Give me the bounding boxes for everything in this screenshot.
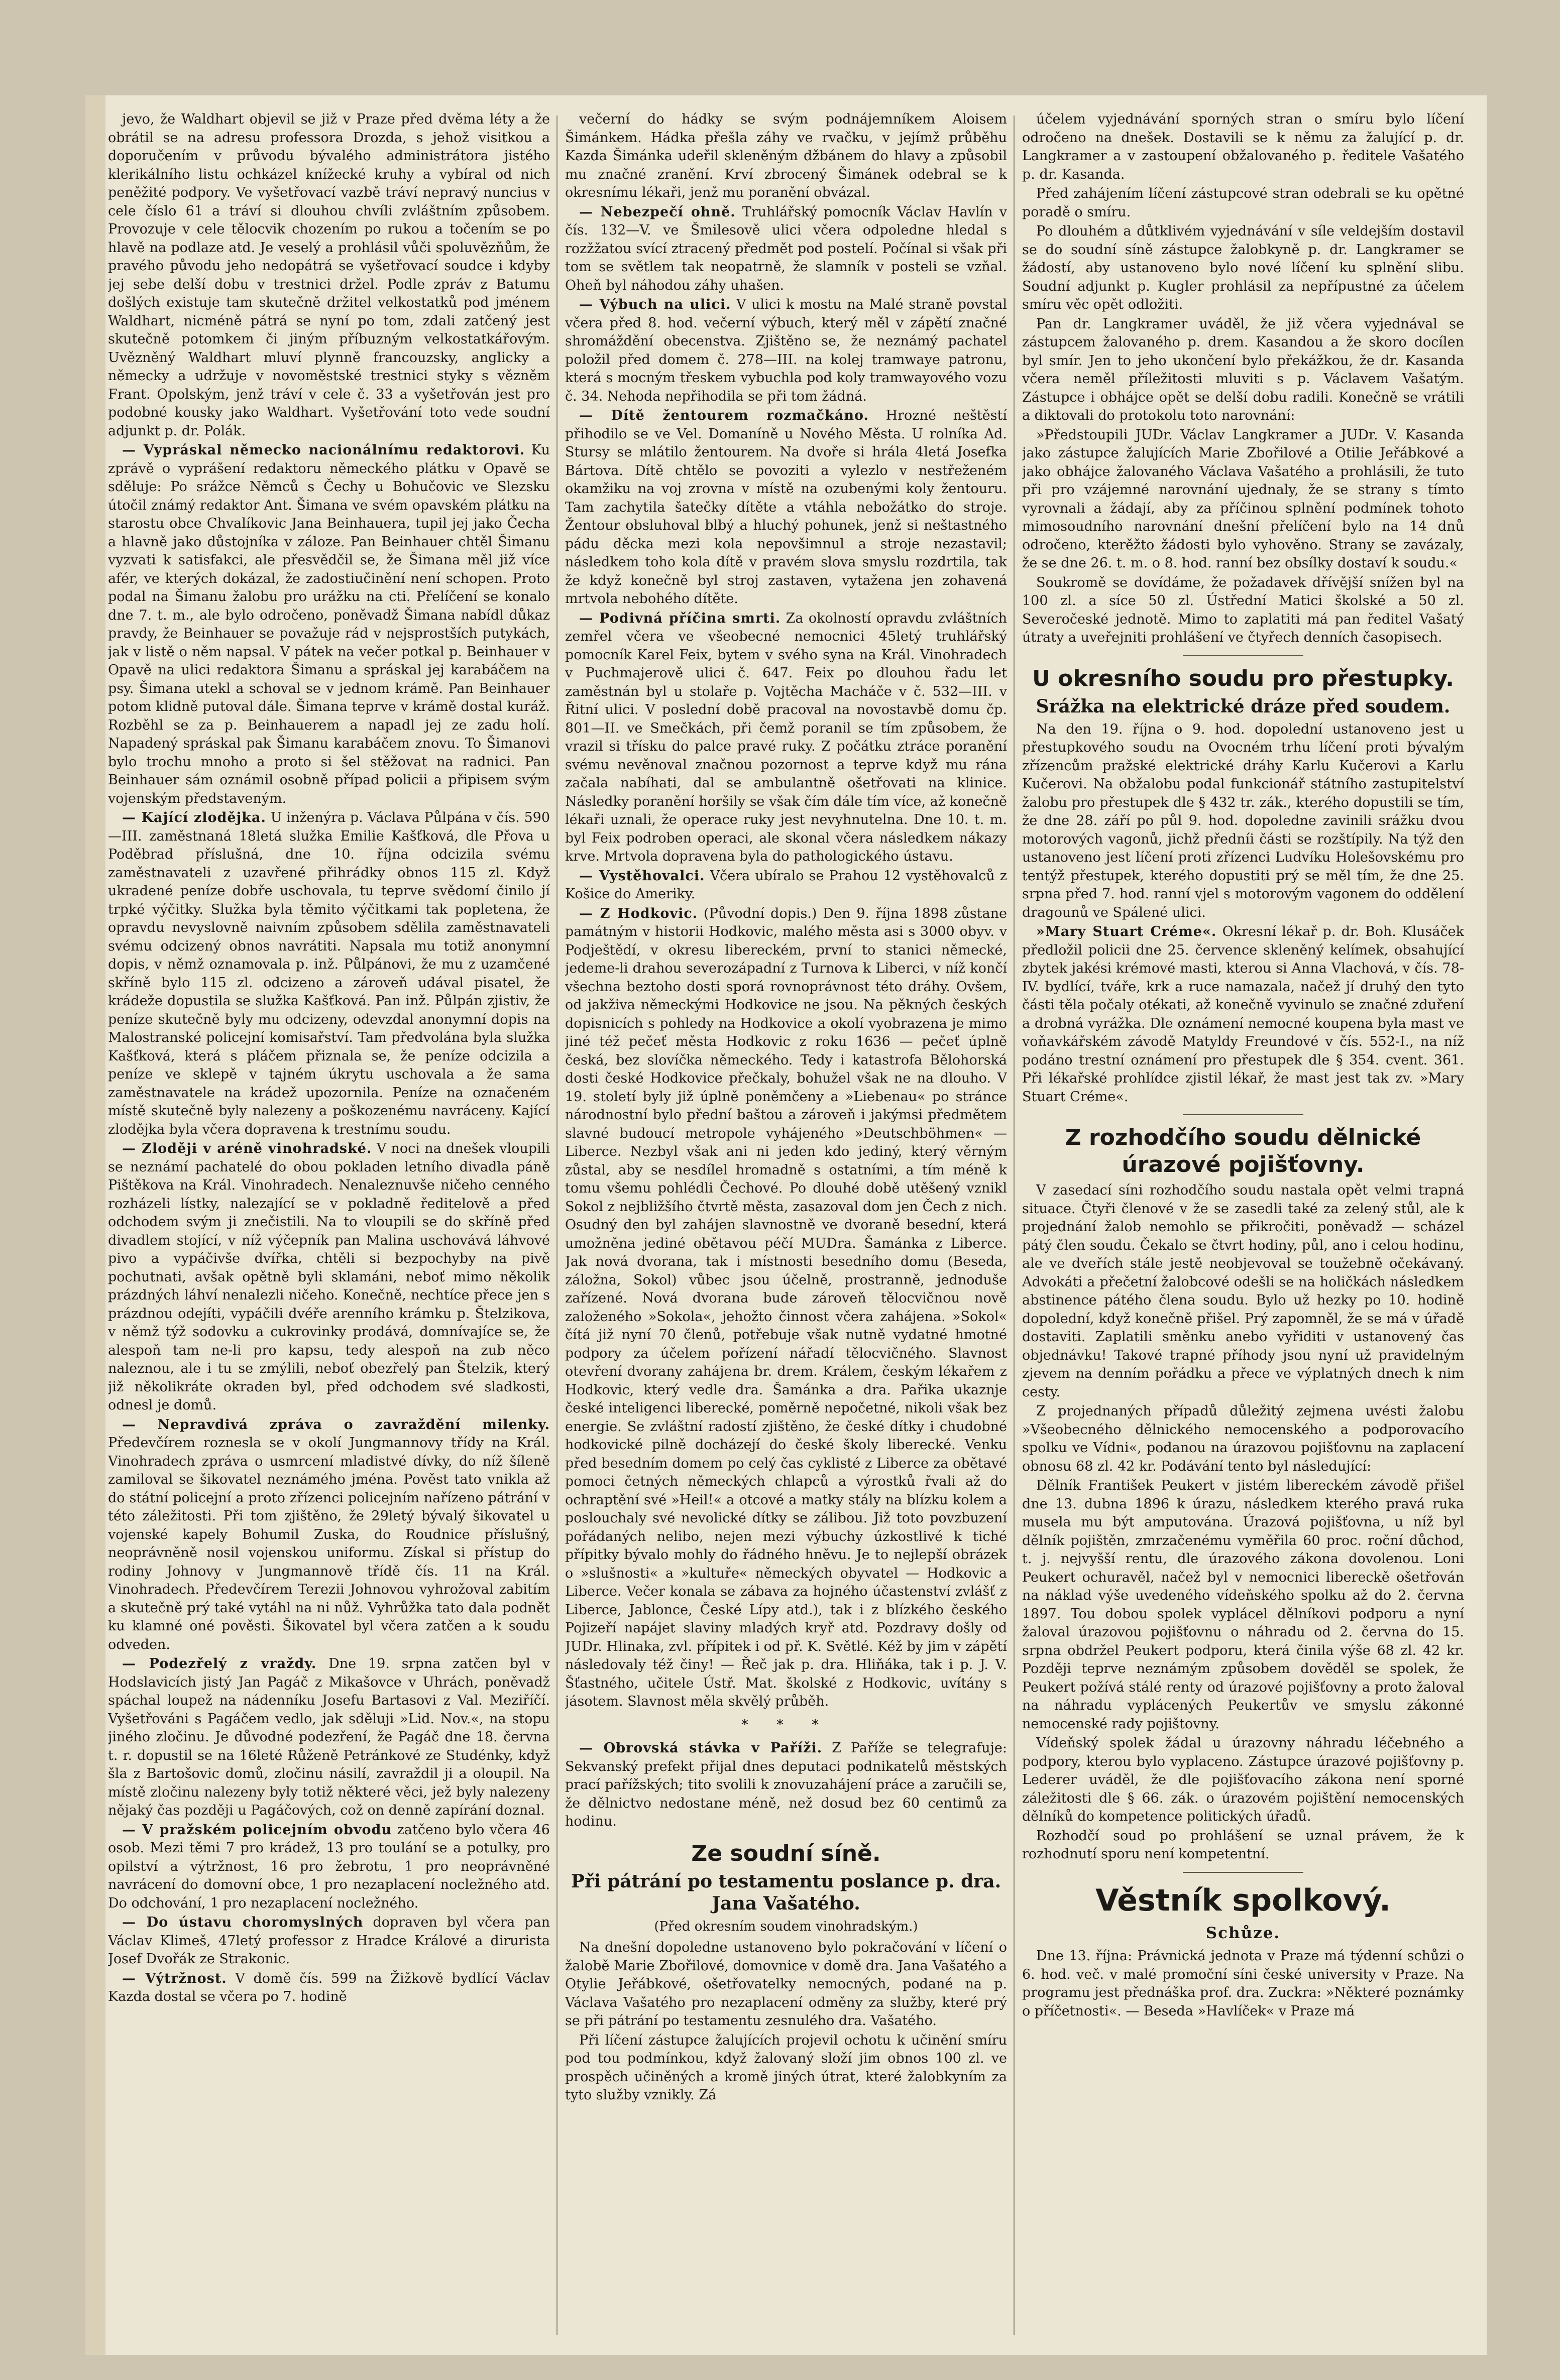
article-text: večerní do hádky se svým podnájemníkem Aloisem Šimánkem. Hádka přešla záhy ve rvačku, v jejímž průběhu Kazda Šimánka udeřil skleněným džbánem do hlavy a způsobil mu značné zranění. Krví zbrocený Šimánek odebral se k okresnímu lékaři, jenž mu poranění obvázal. [565,111,1007,200]
article-text: Hrozné neštěstí přihodilo se ve Vel. Domaníně u Nového Města. U rolníka Ad. Stursy se mlátilo žentourem. Na dvoře si hrála 4letá Josefka Bártova. Dítě chtělo se povoziti a vylezlo v nestřeženém okamžiku na voj zrovna v místě na ozubenými koly žentouru. Tam zachytila šatečky dítěte a vtáhla nebožátko do stroje. Žentour obsluhoval blbý a hluchý pohunek, jenž si neštastného pádu děcka mezi kola nepovšimnul a stroje nezastavil; následkem toho kola dítě v pravém slova smyslu rozdrtila, tak že když konečně byl stroj zastaven, vytažena jen zohavená mrtvola nebohého dítěte. [565,408,1007,607]
article-text: Předevčírem roznesla se v okolí Jungmannovy třídy na Král. Vinohradech zpráva o usmrcení mladistvé dívky, do níž šíleně zamiloval se šikovatel neznámého jména. Pověst tato vnikla až do státní policejní a proto zřízenci policejním nařízeno pátrání v této záležitosti. Při tom zjištěno, že 29letý bývalý šikovatel u vojenské kapely Bohumil Zuska, do Roudnice příslušný, neoprávněně nosil vojenskou uniformu. Získal si přístup do rodiny Johnovy v Jungmannově třídě čís. 11 na Král. Vinohradech. Předevčírem Terezii Johnovou vyhrožoval zabitím a skutečně prý také vytáhl na ni nůž. Vyhrůžka tato dala podnět ku klamné oné pověsti. Šikovatel byl včera zatčen a k soudu odveden. [108,1435,550,1652]
article-text: Dne 13. října: Právnická jednota v Praze má týdenní schůzi o 6. hod. več. v malé promoční síni české university v Praze. Na programu jest přednáška prof. dra. Zuckra: »Některé poznámky o příčetnosti«. — Beseda »Havlíček« v Praze má [1022,1948,1464,2019]
article-text: Vídeňský spolek žádal u úrazovny náhradu léčebného a podpory, kterou bylo vyplaceno. Zástupce úrazové pojišťovny p. Lederer uváděl, že dle pojišťovacího zákona není sporné záležitosti dle § 66. zák. o úrazovém pojištění nemocenských dělníků do kompetence politických úřadů. [1022,1735,1464,1824]
article-heading: — Podivná příčina smrti. [579,610,781,626]
column-3 [1022,110,1464,2340]
subsection-title: Schůze. [1205,1924,1281,1942]
article-paragraph [1022,1477,1464,1733]
article-paragraph [1022,721,1464,922]
article-paragraph [108,1821,550,1913]
article-paragraph [1022,1181,1464,1401]
article-text: V ulici k mostu na Malé straně povstal včera před 8. hod. večerní výbuch, který měl v zápětí značné shromáždění obecenstva. Zjištěno se, že neznámý pachatel položil před domem č. 278—III. na kolej tramwaye patronu, která s mocným třeskem vybuchla pod koly tramwayového vozu č. 34. Nehoda nepřihodila se při tom žádná. [565,297,1007,404]
article-text: Za okolností opravdu zvláštních zemřel včera ve všeobecné nemocnici 45letý truhlářský pomocník Karel Feix, bytem v svého syna na Král. Vinohradech v Puchmajerově ulici č. 647. Feix po dlouhou řadu let zaměstnán byl u stolaře p. Vojtěcha Macháče v č. 532—III. v Řitní ulici. V poslední době pracoval na novostavbě domu čp. 801—II. ve Smečkách, při čemž poranil se tím způsobem, že vrazil si třísku do palce pravé ruky. Z počátku ztráce poranění svému nevěnoval značnou pozornost a teprve když mu rána začala nabíhati, dal se ambulantně ošetřovati na klinice. Následky poranění horšily se však čím dále tím více, až konečně lékaři uznali, že operace ruky jest nevyhnutelna. Dne 10. t. m. byl Feix podroben operaci, ale skonal včera následkem nákazy krve. Mrtvola dopravena byla do pathologického ústavu. [565,610,1007,864]
article-heading: — Nebezpečí ohně. [579,204,736,220]
article-text: Při líčení zástupce žalujících projevil ochotu k učinění smíru pod tou podmínkou, když žalovaný složí jim obnos 100 zl. ve prospěch učiněných a kromě jiných útrat, které žalobkyním za tyto služby vznikly. Zá [565,2032,1007,2103]
page-edge-shadow [85,95,105,2355]
article-text: Pan dr. Langkramer uváděl, že již včera vyjednával se zástupcem žalovaného p. drem. Kasandou a že skoro docílen byl smír. Jen to jeho ukončení bylo překážkou, že dr. Kasanda včera neměl příležitosti mluviti s p. Václavem Vašatým. Zástupce i obhájce opět se delší dobu radili. Konečně se vrátili a diktovali do protokolu toto narovnání: [1022,316,1464,423]
article-text: účelem vyjednávání sporných stran o smíru bylo líčení odročeno na dnešek. Dostavili se k němu za žalující p. dr. Langkramer a v zastoupení obžalovaného p. ředitele Vašatého p. dr. Kasanda. [1022,111,1464,182]
article-heading: — Do ústavu choromyslných [122,1915,364,1930]
article-text: zatčeno bylo včera 46 osob. Mezi těmi 7 pro krádež, 13 pro toulání se a potulky, pro opilství a výtržnost, 16 pro žebrotu, 1 pro neoprávněné navrácení do domovní obce, 1 pro nezaplacení nocležného atd. Do odchování, 1 pro nezaplacení nocležného. [108,1822,550,1911]
article-paragraph [108,441,550,808]
article-title: Srážka na elektrické dráze před soudem. [1036,695,1451,717]
article-text: V noci na dnešek vloupili se neznámí pachatelé do obou pokladen letního divadla páně Pištěkova na Král. Vinohradech. Nenaleznuvše ničeho cenného rozházeli lístky, nalezající se v pokladně ředitelově a před odchodem svým ji znečistili. Na to vloupili se do skříně před divadlem stojící, v níž výčepník pan Malina uschovává láhvové pivo a vypáčivše dvířka, chtěli si bezpochyby na pivě pochutnati, avšak opětně byli sklamáni, neboť mimo několik prázdných láhví nenalezli ničeho. Konečně, nechtíce přece jen s prázdnou odejíti, vypáčili dvéře arenního krámku p. Štelzikova, v němž týž sodovku a cukrovinky prodává, domnívajíce se, že alespoň tam ne-li pro kapsu, tedy alespoň na zub něco naleznou, ale i tu se zmýlili, neboť obezřelý pan Štelzik, který již několikráte okraden byl, před odchodem své sladkosti, odnesl je domů. [108,1141,550,1413]
article-paragraph [1022,923,1464,1106]
article-paragraph [108,1655,550,1820]
article-heading: »Mary Stuart Créme«. [1036,924,1217,939]
article-paragraph [108,1416,550,1654]
article-text: U inženýra p. Václava Půlpána v čís. 590—III. zaměstnaná 18letá služka Emilie Kašťková, dle Přova u Poděbrad příslušná, dne 10. října odcizila svému zaměstnavateli z uzavřené přihrádky obnos 115 zl. Když ukradené peníze dobře uschovala, tu teprve svědomí činilo jí trpké výčitky. Služka byla těmito výčitkami tak popletena, že opravdu nevyslovně naivním způsobem sdělila zaměstnavateli svému odcizený obnos navrátiti. Napsala mu totiž anonymní dopis, v němž oznamovala p. inž. Půlpánovi, že mu z uzamčené skříně bylo 115 zl. odcizeno a zároveň udával pisatel, že krádeže dopustila se služka Kašťková. Pan inž. Půlpán zjistiv, že peníze skutečně byly mu odcizeny, odevzdal anonymní dopis na Malostranské policejní komisařství. Tam předvolána byla služka Kašťková, která s pláčem přiznala se, že peníze odcizila a peníze ve sklepě v tajném úkrytu uschovala a že sama zaměstnavatele na krádež upozornila. Peníze na označeném místě skutečně byly nalezeny a poškozenému navráceny. Kající zlodějka byla včera dopravena k trestnímu soudu. [108,810,550,1137]
article-paragraph [108,1970,550,2006]
column-divider [556,115,558,2335]
article-text: Na den 19. října o 9. hod. dopolední ustanoveno jest u přestupkového soudu na Ovocném trhu líčení proti bývalým zřízencům pražské elektrické dráhy Karlu Kučerovi a Karlu Kučerovi. Na obžalobu podal funkcionář státního zastupitelství žalobu pro přestupek dle § 432 tr. zák., kterého dopustili se tím, že dne 28. září po půl 9. hod. dopoledne zavinili srážku dvou motorových vagonů, jichž předníi části se rozštípily. Na týž den ustanoveno jest líčení proti zřízenci Ludvíku Holešovskému pro tentýž přestupek, kterého dopustiti prý se měl tím, že dne 25. srpna před 7. hod. ranní vjel s motorovým vagonem do oddělení dragounů ve Spálené ulici. [1022,721,1464,920]
article-text: Rozhodčí soud po prohlášení se uznal právem, že k rozhodnutí sporu není kompetentní. [1022,1828,1464,1862]
article-heading: — Vystěhovalci. [579,868,705,884]
article-heading: — Výbuch na ulici. [579,297,731,312]
article-paragraph [565,905,1007,1711]
article-heading: — Vypráskal německo nacionálnímu redaktorovi. [122,442,525,458]
article-paragraph [1022,185,1464,221]
article-paragraph [1022,574,1464,647]
article-text: Okresní lékař p. dr. Boh. Klusáček předložil policii dne 25. července skleněný kelímek, obsahující zbytek jakési krémové masti, kterou si Anna Vlachová, v čís. 78-IV. bydlící, tváře, krk a ruce namazala, načež jí druhý den tyto části těla počaly otékati, až konečně vyvinulo se značné zduření a drobná vyrážka. Dle oznámení nemocné koupena byla mast ve voňavkářském závodě Matyldy Freundové v čís. 552-I., na níž podáno trestní oznámení pro přestupek dle § 354. cvent. 361. Při lékařské prohlídce zjistil lékař, že mast jest tak zv. »Mary Stuart Créme«. [1022,924,1464,1105]
article-paragraph [1022,222,1464,314]
article-heading: — Výtržnost. [122,1970,227,1986]
article-text: Před zahájením líčení zástupcové stran odebrali se ku opětné poradě o smíru. [1022,186,1464,220]
article-text: (Původní dopis.) Den 9. října 1898 zůstane památným v historii Hodkovic, malého města asi s 3000 obyv. v Podještědí, v okresu libereckém, první to stanici německé, jedeme-li drahou severozápadní z Turnova k Liberci, v níž končí všechna beztoho dosti sporá rovnoprávnost této dráhy. Ovšem, od jakživa německými Hodkovice ne jsou. Na pěkných českých dopisnicích s pohledy na Hodkovice a okolí vyobrazena je mimo jiné též pečeť města Hodkovic z roku 1636 — pečeť úplně česká, bez slovíčka německého. Tedy i katastrofa Bělohorská dosti české Hodkovice přečkaly, bohužel však ne na dlouho. V 19. století byly již úplně poněmčeny a »Liebenau« po stránce národnostní bylo přední baštou a zároveň i jakýmsi předmětem slavné budoucí metropole vyhájeného »Deutschböhmen« — Liberce. Nezbyl však ani ni jeden kdo jediný, který věrným zůstal, aby se nesdílel hromadně s ostatními, a tím méně k tomu všemu pohlédli Čechové. Po dlouhé době utěšený vznikl Sokol z nejbližšího čtvrtě města, zasazoval dom jen Čech z nich. Osudný den byl zahájen slavnostně ve dvoraně besední, která umožněna jediné obětavou péčí MUDra. Šamánka z Liberce. Jak nová dvorana, tak i místnosti besedního domu (Beseda, záložna, Sokol) vůbec jsou účelně, prostranně, jednoduše zařízené. Nová dvorana bude zároveň tělocvičnou nově založeného »Sokola«, jehožto činnost včera zahájena. »Sokol« čítá již nyní 70 členů, potřebuje však nutně vydatné hmotné podpory za účelem pořízení nářadí tělocvičného. Slavnost otevření dvorany zahájena br. drem. Králem, českým lékařem z Hodkovic, který vedle dra. Šamánka a dra. Pařika ukaznje české inteligenci liberecké, poměrně nepočetné, nikoli však bez energie. Se zvláštní radostí zjištěno, že české dítky i chudobné hodkovické pilně docházejí do české školy liberecké. Venku před besedním domem po celý čas cyklisté z Liberce za obětavé pomoci četných německých chlapců a výrostků řvali až do ochraptění své »Heil!« a otcové a matky stály na blízku kolem a poslouchaly své nevolické dítky se zálibou. Již toto povzbuzení pořádaných nelibo, nejen mezi výbuchy úzkostlivé k tiché přípitky bývalo mohly do řádného hněvu. Je to nejlepší obrázek o »slušnosti« a »kultuře« německých obyvatel — Hodkovic a Liberce. Večer konala se zábava za hojného účastenství zvlášť z Liberce, Jablonce, České Lípy atd.), tak i z blízkého českého Pojizeří napájet slaviny mladých kryř atd. Pozdravy došly od JUDr. Hlinaka, zvl. přípitek i od př. K. Světlé. Kéž by jim v zápětí následovaly též činy! — Řeč jak p. dra. Hliňáka, tak i p. J. V. Šťastného, učitele Ústř. Mat. školské z Hodkovic, uvítány s jásotem. Slavnost měla skvělý průběh. [565,905,1007,1709]
article-paragraph [108,110,550,440]
article-text: Včera ubíralo se Prahou 12 vystěhovalců z Košice do Ameriky. [565,868,1007,902]
section-separator [1183,1114,1303,1115]
newspaper-page [85,95,1487,2355]
article-text: Soukromě se dovídáme, že požadavek dřívější snížen byl na 100 zl. a síce 50 zl. Ústřední Matici školské a 50 zl. Severočeské jednotě. Mimo to zaplatiti má pan ředitel Vašatý útraty a uveřejniti prohlášení ve čtyřech denních časopisech. [1022,574,1464,645]
article-paragraph [108,1140,550,1415]
article-paragraph [1022,1947,1464,2020]
article-paragraph [565,867,1007,904]
article-paragraph [565,407,1007,609]
article-heading: — Zloději v aréně vinohradské. [122,1141,372,1156]
article-text: jevo, že Waldhart objevil se již v Praze před dvěma léty a že obrátil se na adresu professora Drozda, s jehož visitkou a doporučením v průvodu bývalého administrátora jistého klerikálního listu ochkázel knížecké kruhy a vybíral od nich peněžité podpory. Ve vyšetřovací vazbě tráví nepravý nuncius v cele číslo 61 a tráví si dlouhou chvíli zvláštním způsobem. Provozuje v cele tělocvik chozením po rukou a točením se po hlavě na podlaze atd. Je veselý a prohlásil vůči spoluvězňům, že pravého původu jeho nedopátrá se vyšetřovací soudce i kdyby jej sebe delší dobu v trestnici držel. Podle zpráv z Batumu došlých existuje tam skutečně držitel velkostatků pod jménem Waldhart, nicméně pátrá se nyní po tom, zdali zatčený jest skutečně potomkem či jiným příbuzným velkostatkářovým. Uvězněný Waldhart mluví plynně francouzsky, anglicky a německy a udržuje v novoměstské trestnici styky s vězněm Frant. Opolským, jenž tráví v cele č. 33 a vyšetřován jest pro podobné kousky jako Waldhart. Vyšetřování toto vede soudní adjunkt p. dr. Polák. [108,111,550,439]
article-text: dopraven byl včera pan Václav Klimeš, 47letý professor z Hradce Králové a dirurista Josef Dvořák ze Strakonic. [108,1915,550,1967]
section-title: Ze soudní síně. [691,1840,881,1866]
article-text: Z projednaných případů důležitý zejmena uvésti žalobu »Všeobecného dělnického nemocenského a podporovacího spolku ve Vídni«, podanou na úrazovou pojišťovnu na zaplacení obnosu 68 zl. 42 kr. Podávání tento byl následující: [1022,1403,1464,1474]
section-separator [1183,655,1303,656]
section-title: Věstník spolkový. [1095,1882,1391,1918]
column-divider [1014,115,1015,2335]
section-separator [1183,1872,1303,1873]
article-paragraph [565,296,1007,406]
section-stars: * * * [741,1717,831,1733]
article-paragraph [1022,1734,1464,1826]
article-heading: — Nepravdivá zpráva o zavraždění milenky. [122,1416,550,1433]
article-text: Ku zprávě o vyprášení redaktoru německého plátku v Opavě se sděluje: Po srážce Němců s Čechy u Bohučovic ve Slezsku útočil známý redaktor Ant. Šimana ve svém opavském plátku na starostu obce Chvalíkovic Jana Beinhauera, tupil jej jako Čecha a hlavně jako důstojníka v záloze. Pan Beinhauer chtěl Šimanu vyzvati k satisfakci, ale přesvědčil se, že Šimana měl již více afér, ve kterých dokázal, že zadostiučinění není schopen. Proto podal na Šimanu žalobu pro urážku na cti. Přelíčení se konalo dne 7. t. m., ale bylo odročeno, poněvadž Šimana nabídl důkaz pravdy, že Beinhauer se považuje rád v nejsprostších putykách, jak v listě o něm napsal. V pátek na večer potkal p. Beinhauer v Opavě na ulici redaktora Šimanu a spráskal jej karabáčem na psy. Šimana utekl a schoval se v jednom krámě. Pan Beinhauer potom klidně putoval dále. Šimana teprve v krámě dostal kuráž. Rozběhl se za p. Beinhauerem a napadl jej ze zadu holí. Napadený spráskal pak Šimanu karabáčem znovu. To Šimanovi bylo trochu mnoho a proto si šel stěžovat na radnici. Pan Beinhauer sám oznámil osobně případ policii a připisem svým vojenským představeným. [108,442,550,806]
section-title: Z rozhodčího soudu dělnické úrazové pojišťovny. [1065,1125,1421,1177]
article-paragraph [565,203,1007,295]
article-title: Při pátrání po testamentu poslance p. dra. Jana Vašatého. [571,1870,1001,1914]
column-1 [108,110,550,2340]
article-paragraph [565,1939,1007,2031]
article-text: Dne 19. srpna zatčen byl v Hodslavicích jistý Jan Pagáč z Mikašovce v Uhrách, poněvadž spáchal loupež na nádenníku Josefu Bartasovi z Val. Meziříčí. Vyšetřováni s Pagáčem vedlo, jak sděluji »Lid. Nov.«, na stopu jiného zločinu. Je důvodné podezření, že Pagáč dne 18. června t. r. dopustil se na 16leté Růženě Petránkové ze Studénky, když šla z Bartošovic domů, zločinu násilí, zavraždil ji a oloupil. Na místě zločinu nalezeny byly totiž některé věci, jež byly nalezeny nějaký čas později u Pagáčových, což on denně zapírání doznal. [108,1656,550,1818]
article-heading: — Z Hodkovic. [579,905,698,921]
article-text: V domě čís. 599 na Žižkově bydlící Václav Kazda dostal se včera po 7. hodině [108,1970,550,2004]
article-paragraph [1022,1827,1464,1864]
article-text: Na dnešní dopoledne ustanoveno bylo pokračování v líčení o žalobě Marie Zbořilové, domovnice v domě dra. Jana Vašatého a Otylie Jeřábkové, ošetřovatelky nemocných, podané na p. Václava Vašatého pro nezaplacení odměny za služby, které prý se při pátrání po testamentu zesnulého dra. Vašatého. [565,1940,1007,2029]
article-note: (Před okresním soudem vinohradským.) [654,1919,918,1934]
article-heading: — Dítě žentourem rozmačkáno. [579,408,869,423]
article-paragraph [108,1914,550,1969]
article-heading: — V pražském policejním obvodu [122,1822,392,1838]
article-text: Truhlářský pomocník Václav Havlín v čís. 132—V. ve Šmilesově ulici včera odpoledne hledal s rozžžatou svící ztracený předmět pod postelí. Počínal si však při tom se světlem tak neopatrně, že slamník v posteli se vzňal. Oheň byl náhodou záhy uhašen. [565,204,1007,293]
article-heading: — Podezřelý z vraždy. [122,1656,317,1672]
article-text: Po dlouhém a důtklivém vyjednávání v síle veldejším dostavil se do soudní síně zástupce žalobkyně p. dr. Langkramer se žádostí, aby ustanoveno bylo nové líčení ku splnění slibu. Soudní adjunkt p. Kugler prohlásil za nepřípustné za účelem smíru věc opět odložiti. [1022,223,1464,312]
article-text: V zasedací síni rozhodčího soudu nastala opět velmi trapná situace. Čtyři členové v že se zasedli také za zelený stůl, ale k projednání žalob nemohlo se přikročiti, poněvadž — scházel pátý člen soudu. Čekalo se čtvrt hodiny, půl, ano i celou hodinu, ale ve dveřích stále jestě neobjevoval se toužebně očekávaný. Advokáti a přečetní žalobcové odešli se na holičkách následkem abstinence pátého člena soudu. Bylo už hezky po 10. hodině dopolední, když konečně přišel. Prý zapomněl, že se má v úřadě dostaviti. Zaplatili směnku anebo vyřiditi v ustanovený čas objednávku! Takové trapné příhody jsou nyní už pravidelným zjevem na denním pořádku a přece ve výplatných dnech k nim cesty. [1022,1182,1464,1400]
article-paragraph [565,110,1007,202]
article-text: Z Paříže se telegrafuje: Sekvanský prefekt přijal dnes deputaci podnikatelů městských prací pařížských; tito svolili k znovuzahájení práce a zaručili se, že dělnictvo nedostane méně, než dosud bez 60 centimů za hodinu. [565,1740,1007,1829]
section-title: U okresního soudu pro přestupky. [1032,665,1454,691]
article-paragraph [565,2032,1007,2105]
article-paragraph [1022,110,1464,184]
article-text: »Předstoupili JUDr. Václav Langkramer a JUDr. V. Kasanda jako zástupce žalujících Marie Zbořilové a Otilie Jeřábkové a jako obhájce žalovaného Václava Vašatého a prohlásili, že tuto při pro vzájemné narovnání ujednaly, že se strany s tímto vyrovnali a žádají, aby za příčinou splnění podmínek tohoto mimosoudního narovnání dnešní přelíčení bylo na 14 dnů odročeno, kterěžto žádosti bylo vyhověno. Strany se zavázaly, že se dne 26. t. m. o 8. hod. ranní bez obsílky dostaví k soudu.« [1022,427,1464,571]
article-paragraph [108,809,550,1139]
column-2 [565,110,1007,2340]
article-heading: — Kající zlodějka. [122,810,266,825]
article-paragraph [1022,1402,1464,1476]
article-heading: — Obrovská stávka v Paříži. [579,1740,823,1756]
article-text: Dělník František Peukert v jistém libereckém závodě přišel dne 13. dubna 1896 k úrazu, následkem kterého pravá ruka musela mu být amputována. Úrazová pojišťovna, u níž byl dělník pojištěn, zmrzačenému vyměřila 60 proc. roční důchod, t. j. nejvyšší rentu, dle úrazového zákona dovolenou. Loni Peukert ochuravěl, načež byl v nemocnici libereckě ošetřován na náklad výše uvedeného vídeňského spolku až do 2. června 1897. Tou dobou spolek vyplácel dělníkovi podporu a nyní žaloval úrazovou pojišťovnu o náhradu od 2. června do 15. srpna obdržel Peukert podporu, která činila výše 68 zl. 42 kr. Později teprve neznámým způsobem dověděl se spolek, že Peukert požívá stálé renty od úrazové pojišťovny a proto žaloval na náhradu vyplácených Peukertův ve smyslu zákonné nemocenské rady pojištovny. [1022,1478,1464,1732]
article-paragraph [565,1739,1007,1831]
article-paragraph [565,610,1007,866]
article-paragraph [1022,315,1464,425]
article-paragraph [1022,426,1464,573]
